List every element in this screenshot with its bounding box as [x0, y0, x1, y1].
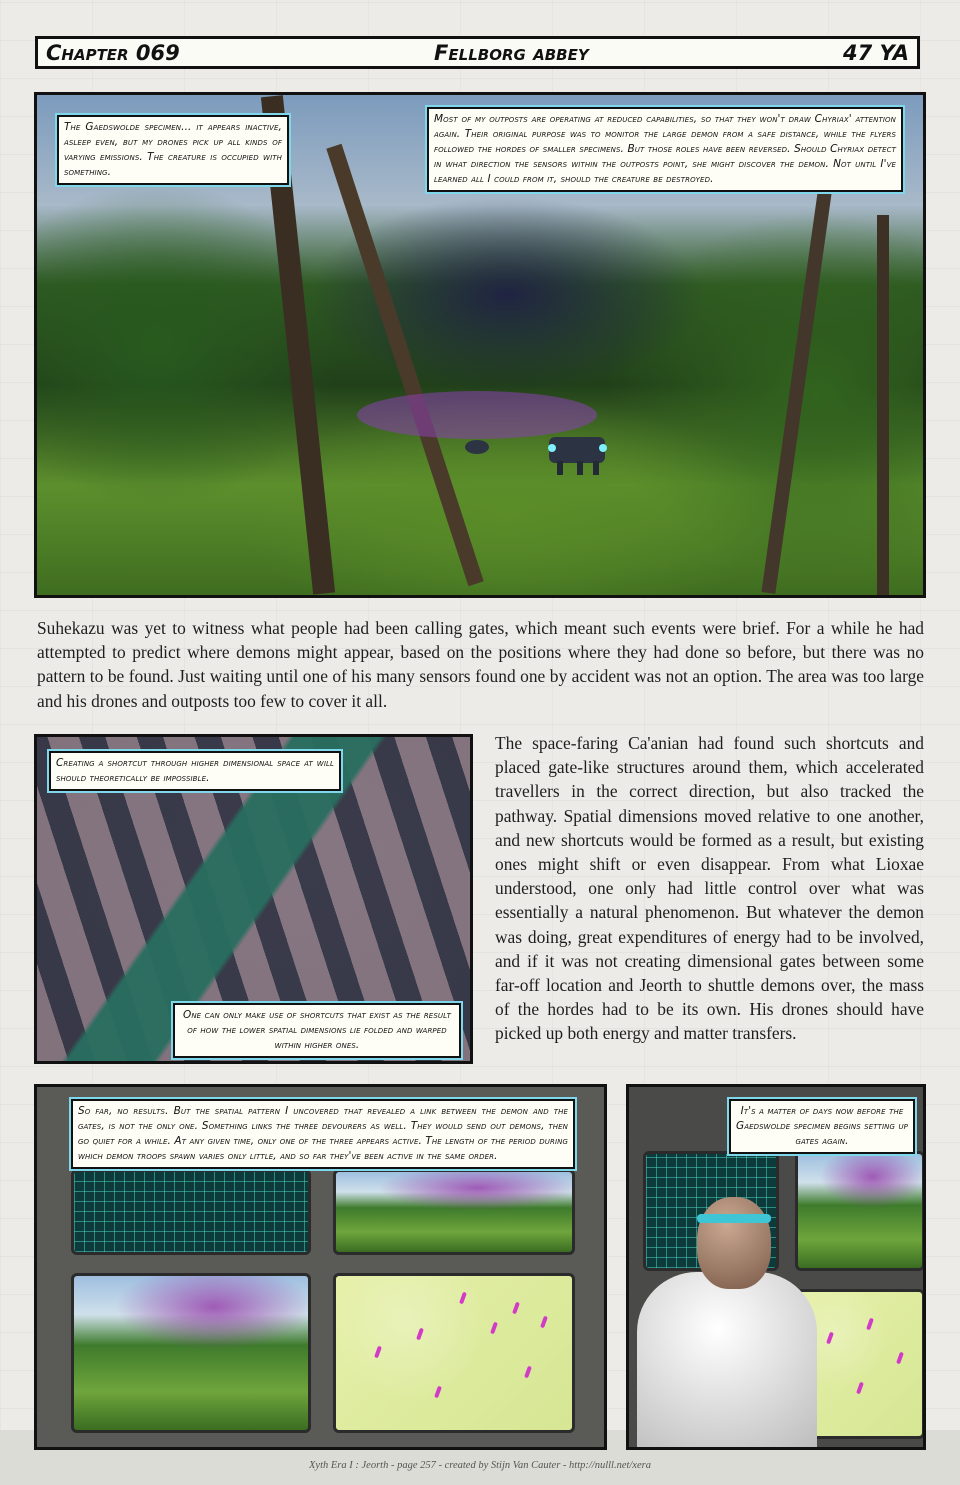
outpost-light — [599, 444, 607, 452]
chapter-number: Chapter 069 — [46, 40, 180, 65]
outpost-light — [548, 444, 556, 452]
panel-observer — [626, 1084, 926, 1450]
map-marker — [434, 1386, 442, 1399]
outpost-drone — [549, 437, 605, 463]
caption-box: It's a matter of days now before the Gaedswolde specimen begins setting up gates again. — [729, 1099, 915, 1154]
prose-paragraph: The space-faring Ca'anian had found such shortcuts and placed gate-like structures around them, which accelerated travellers in the correct direction, but also tracked the pathway. Spatial dimensions moved relative to one another, and new shortcuts would be formed as a result, but existing ones might shift or even disappear. From what Lioxae understood, one only had little control over what was essentially a natural phenomenon. But whatever the demon was doing, great expenditures of energy had to be involved, and if it was not creating dimensional gates between some far-off location and Jeorth to shuttle demons over, the mass of the hordes had to be its own. His drones should have picked up both energy and matter transfers. — [495, 733, 924, 1044]
map-marker — [866, 1318, 874, 1331]
chapter-era: 47 YA — [843, 40, 909, 65]
caption-box: So far, no results. But the spatial pattern I uncovered that revealed a link between the demon and the gates, is not the only one. Something links the three devourers as well. They would send out demons, then go quiet for a while. At any given time, only one of the three appears active. The length of the period during which demon troops spawn varies only little, and so far they've been active in the same order. — [71, 1099, 575, 1169]
monitor-forest-screen — [333, 1169, 575, 1255]
map-marker — [459, 1292, 467, 1305]
monitor-grid-screen — [71, 1169, 311, 1255]
chapter-header — [35, 36, 920, 69]
chapter-location: Fellborg abbey — [434, 40, 589, 65]
map-marker — [512, 1302, 520, 1315]
outpost-leg — [593, 461, 599, 475]
tree-trunk — [326, 144, 483, 586]
observer-headband — [697, 1214, 771, 1223]
observer-figure-body — [637, 1272, 817, 1450]
panel-dimensional-space — [34, 734, 473, 1064]
map-marker — [416, 1328, 424, 1341]
map-marker — [374, 1346, 382, 1359]
map-marker — [540, 1316, 548, 1329]
map-marker — [490, 1322, 498, 1335]
purple-emission — [357, 391, 597, 439]
panel-forest-outpost — [34, 92, 926, 598]
observer-figure-head — [697, 1197, 771, 1289]
monitor-map-screen — [333, 1273, 575, 1433]
map-marker — [826, 1332, 834, 1345]
tree-trunk — [877, 215, 889, 595]
caption-box: Most of my outposts are operating at reduced capabilities, so that they won't draw Chyriax' attention again. Their original purpose was to monitor the large demon from a safe distance, while the flyers followed the hordes of smaller specimens. But those roles have been reversed. Should Chyriax detect in what direction the sensors within the outposts point, she might discover the demon. Not until I've learned all I could from it, should the creature be destroyed. — [427, 107, 903, 192]
small-drone — [465, 440, 489, 454]
outpost-leg — [577, 461, 583, 475]
outpost-leg — [557, 461, 563, 475]
tree-trunk — [761, 156, 836, 594]
map-marker — [896, 1352, 904, 1365]
panel-monitor-wall — [34, 1084, 607, 1450]
monitor-forest-screen — [71, 1273, 311, 1433]
caption-box: One can only make use of shortcuts that exist as the result of how the lower spatial dimensions lie folded and warped within higher ones. — [173, 1003, 461, 1058]
map-marker — [856, 1382, 864, 1395]
prose-paragraph: Suhekazu was yet to witness what people had been calling gates, which meant such events were brief. For a while he had attempted to predict where demons might appear, based on the positions where they had done so before, but there was no pattern to be found. Just waiting until one of his many sensors found one by accident was not an option. The area was too large and his drones and outposts too few to cover it all. — [37, 618, 924, 711]
monitor-forest-screen — [795, 1151, 925, 1271]
page-footer: Xyth Era I : Jeorth - page 257 - created by Stijn Van Cauter - http://nulll.net/xera — [309, 1460, 651, 1471]
caption-box: Creating a shortcut through higher dimensional space at will should theoretically be impossible. — [49, 751, 341, 791]
map-marker — [524, 1366, 532, 1379]
caption-box: The Gaedswolde specimen... it appears inactive, asleep even, but my drones pick up all kinds of varying emissions. The creature is occupied with something. — [57, 115, 289, 185]
